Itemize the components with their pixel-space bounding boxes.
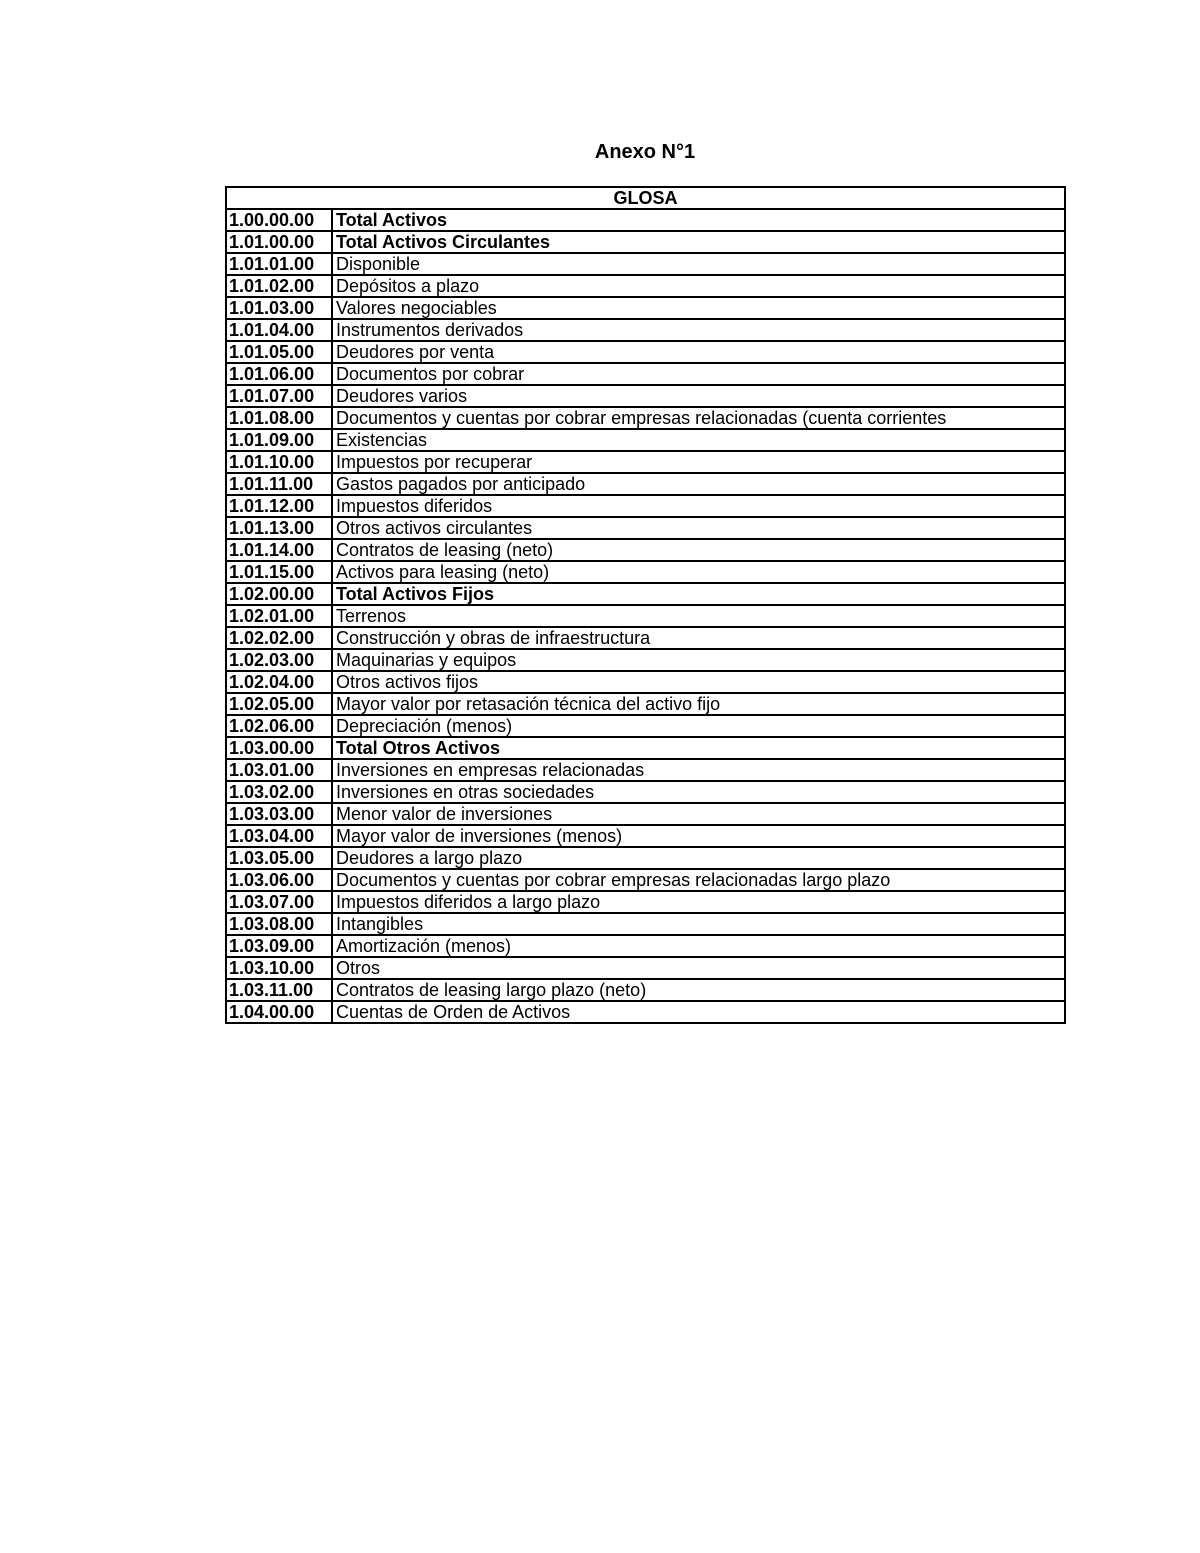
table-row <box>226 209 1065 231</box>
account-code-cell: 1.01.00.00 <box>226 231 332 253</box>
table-row <box>226 847 1065 869</box>
table-row <box>226 495 1065 517</box>
account-code-cell: 1.02.01.00 <box>226 605 332 627</box>
account-code-cell: 1.01.12.00 <box>226 495 332 517</box>
table-row <box>226 737 1065 759</box>
table-row <box>226 253 1065 275</box>
account-code-cell: 1.01.01.00 <box>226 253 332 275</box>
table-row <box>226 429 1065 451</box>
table-row <box>226 1001 1065 1023</box>
account-label-cell: Total Activos Fijos <box>332 583 1065 605</box>
account-label-cell: Cuentas de Orden de Activos <box>332 1001 1065 1023</box>
account-code-cell: 1.01.10.00 <box>226 451 332 473</box>
table-row <box>226 363 1065 385</box>
table-row <box>226 473 1065 495</box>
account-code-cell: 1.01.02.00 <box>226 275 332 297</box>
account-code-cell: 1.03.06.00 <box>226 869 332 891</box>
account-code-cell: 1.03.00.00 <box>226 737 332 759</box>
table-row <box>226 605 1065 627</box>
table-row <box>226 693 1065 715</box>
table-row <box>226 913 1065 935</box>
account-code-cell: 1.03.02.00 <box>226 781 332 803</box>
account-label-cell: Deudores por venta <box>332 341 1065 363</box>
account-label-cell: Documentos por cobrar <box>332 363 1065 385</box>
account-code-cell: 1.03.08.00 <box>226 913 332 935</box>
account-code-cell: 1.01.13.00 <box>226 517 332 539</box>
account-label-cell: Construcción y obras de infraestructura <box>332 627 1065 649</box>
account-code-cell: 1.01.05.00 <box>226 341 332 363</box>
account-code-cell: 1.01.08.00 <box>226 407 332 429</box>
account-code-cell: 1.03.09.00 <box>226 935 332 957</box>
account-label-cell: Otros activos circulantes <box>332 517 1065 539</box>
table-row <box>226 891 1065 913</box>
table-row <box>226 759 1065 781</box>
account-label-cell: Total Activos <box>332 209 1065 231</box>
account-label-cell: Otros <box>332 957 1065 979</box>
table-row <box>226 869 1065 891</box>
table-row <box>226 319 1065 341</box>
account-code-cell: 1.02.00.00 <box>226 583 332 605</box>
account-label-cell: Maquinarias y equipos <box>332 649 1065 671</box>
table-row <box>226 385 1065 407</box>
account-code-cell: 1.03.10.00 <box>226 957 332 979</box>
table-header-row <box>226 187 1065 209</box>
table-row <box>226 451 1065 473</box>
table-row <box>226 539 1065 561</box>
table-row <box>226 583 1065 605</box>
table-row <box>226 275 1065 297</box>
account-label-cell: Gastos pagados por anticipado <box>332 473 1065 495</box>
account-label-cell: Inversiones en otras sociedades <box>332 781 1065 803</box>
account-code-cell: 1.03.11.00 <box>226 979 332 1001</box>
account-code-cell: 1.01.06.00 <box>226 363 332 385</box>
account-label-cell: Impuestos diferidos <box>332 495 1065 517</box>
account-code-cell: 1.01.04.00 <box>226 319 332 341</box>
table-row <box>226 979 1065 1001</box>
table-row <box>226 231 1065 253</box>
account-code-cell: 1.01.14.00 <box>226 539 332 561</box>
account-code-cell: 1.02.04.00 <box>226 671 332 693</box>
account-label-cell: Instrumentos derivados <box>332 319 1065 341</box>
account-code-cell: 1.02.03.00 <box>226 649 332 671</box>
account-label-cell: Disponible <box>332 253 1065 275</box>
account-label-cell: Total Activos Circulantes <box>332 231 1065 253</box>
account-label-cell: Existencias <box>332 429 1065 451</box>
account-code-cell: 1.00.00.00 <box>226 209 332 231</box>
account-code-cell: 1.03.05.00 <box>226 847 332 869</box>
table-row <box>226 825 1065 847</box>
table-row <box>226 649 1065 671</box>
account-code-cell: 1.03.01.00 <box>226 759 332 781</box>
account-code-cell: 1.01.15.00 <box>226 561 332 583</box>
table-body <box>226 209 1065 1023</box>
account-label-cell: Amortización (menos) <box>332 935 1065 957</box>
account-code-cell: 1.03.07.00 <box>226 891 332 913</box>
account-label-cell: Deudores a largo plazo <box>332 847 1065 869</box>
account-label-cell: Deudores varios <box>332 385 1065 407</box>
account-code-cell: 1.02.05.00 <box>226 693 332 715</box>
account-label-cell: Activos para leasing (neto) <box>332 561 1065 583</box>
account-label-cell: Documentos y cuentas por cobrar empresas relacionadas (cuenta corrientes <box>332 407 1065 429</box>
account-code-cell: 1.01.09.00 <box>226 429 332 451</box>
account-code-cell: 1.03.04.00 <box>226 825 332 847</box>
table-row <box>226 957 1065 979</box>
account-label-cell: Contratos de leasing (neto) <box>332 539 1065 561</box>
table-row <box>226 781 1065 803</box>
account-label-cell: Valores negociables <box>332 297 1065 319</box>
document-title: Anexo N°1 <box>594 141 696 163</box>
account-label-cell: Documentos y cuentas por cobrar empresas relacionadas largo plazo <box>332 869 1065 891</box>
glosa-table <box>225 186 1066 1024</box>
table-row <box>226 407 1065 429</box>
account-label-cell: Menor valor de inversiones <box>332 803 1065 825</box>
table-row <box>226 715 1065 737</box>
account-label-cell: Impuestos por recuperar <box>332 451 1065 473</box>
account-label-cell: Contratos de leasing largo plazo (neto) <box>332 979 1065 1001</box>
table-row <box>226 671 1065 693</box>
account-code-cell: 1.01.11.00 <box>226 473 332 495</box>
table-row <box>226 803 1065 825</box>
account-label-cell: Total Otros Activos <box>332 737 1065 759</box>
table-row <box>226 297 1065 319</box>
account-code-cell: 1.04.00.00 <box>226 1001 332 1023</box>
account-label-cell: Terrenos <box>332 605 1065 627</box>
table-row <box>226 341 1065 363</box>
account-label-cell: Depreciación (menos) <box>332 715 1065 737</box>
table-row <box>226 935 1065 957</box>
table-row <box>226 517 1065 539</box>
account-code-cell: 1.01.03.00 <box>226 297 332 319</box>
account-label-cell: Otros activos fijos <box>332 671 1065 693</box>
account-label-cell: Mayor valor de inversiones (menos) <box>332 825 1065 847</box>
account-code-cell: 1.01.07.00 <box>226 385 332 407</box>
account-label-cell: Inversiones en empresas relacionadas <box>332 759 1065 781</box>
table-row <box>226 627 1065 649</box>
table-header-glosa: GLOSA <box>226 187 1065 209</box>
account-label-cell: Depósitos a plazo <box>332 275 1065 297</box>
account-code-cell: 1.02.02.00 <box>226 627 332 649</box>
account-label-cell: Mayor valor por retasación técnica del activo fijo <box>332 693 1065 715</box>
account-label-cell: Impuestos diferidos a largo plazo <box>332 891 1065 913</box>
account-code-cell: 1.03.03.00 <box>226 803 332 825</box>
table-row <box>226 561 1065 583</box>
account-label-cell: Intangibles <box>332 913 1065 935</box>
account-code-cell: 1.02.06.00 <box>226 715 332 737</box>
